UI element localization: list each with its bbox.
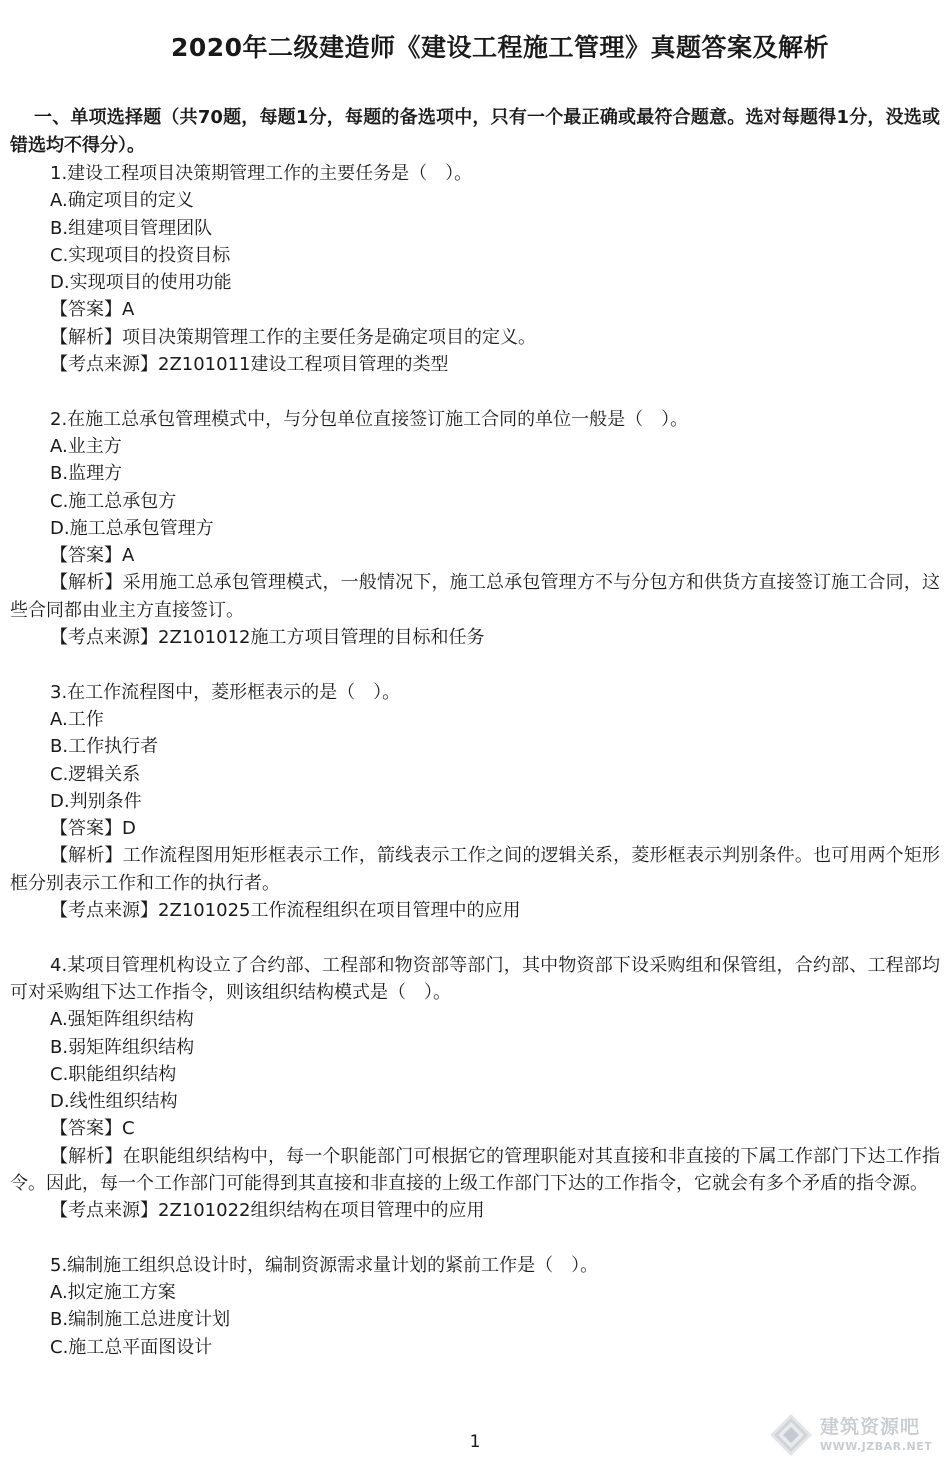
answer-option: C.逻辑关系: [50, 763, 141, 785]
answer-analysis: 【解析】采用施工总承包管理模式，一般情况下，施工总承包管理方不与分包方和供货方直接签订施工合同，这些合同都由业主方直接签订。: [10, 572, 940, 621]
topic-source: 【考点来源】2Z101025工作流程组织在项目管理中的应用: [50, 900, 521, 922]
question-item: [10, 160, 940, 378]
section-heading: 一、单项选择题（共70题，每题1分，每题的备选项中，只有一个最正确或最符合题意。选对每题得1分，没选或错选均不得分）。: [10, 107, 940, 156]
document-title: 2020年二级建造师《建设工程施工管理》真题答案及解析: [170, 33, 830, 62]
answer-key: 【答案】A: [50, 545, 135, 567]
answer-option: C.施工总平面图设计: [50, 1336, 213, 1358]
question-stem: 4.某项目管理机构设立了合约部、工程部和物资部等部门，其中物资部下设采购组和保管组，合约部、工程部均可对采购组下达工作指令，则该组织结构模式是（ ）。: [10, 954, 940, 1003]
answer-option: B.工作执行者: [50, 736, 159, 758]
topic-source: 【考点来源】2Z101012施工方项目管理的目标和任务: [50, 627, 485, 649]
question-stem: 3.在工作流程图中，菱形框表示的是（ ）。: [50, 681, 401, 703]
question-stem: 5.编制施工组织总设计时，编制资源需求量计划的紧前工作是（ ）。: [50, 1254, 599, 1276]
answer-analysis: 【解析】项目决策期管理工作的主要任务是确定项目的定义。: [50, 326, 536, 348]
question-item: [10, 406, 940, 652]
answer-option: A.工作: [50, 708, 104, 730]
answer-option: A.拟定施工方案: [50, 1282, 176, 1304]
page-number: 1: [469, 1432, 481, 1452]
answer-option: D.施工总承包管理方: [50, 517, 214, 539]
answer-option: D.实现项目的使用功能: [50, 272, 232, 294]
question-stem: 1.建设工程项目决策期管理工作的主要任务是（ ）。: [50, 163, 473, 184]
answer-option: A.强矩阵组织结构: [50, 1009, 194, 1031]
answer-analysis: 【解析】工作流程图用矩形框表示工作，箭线表示工作之间的逻辑关系，菱形框表示判别条件。也可用两个矩形框分别表示工作和工作的执行者。: [10, 845, 940, 894]
answer-option: D.线性组织结构: [50, 1091, 178, 1113]
answer-option: A.业主方: [50, 435, 122, 457]
answer-option: B.组建项目管理团队: [50, 217, 213, 239]
question-list: [10, 160, 940, 1388]
question-stem: 2.在施工总承包管理模式中，与分包单位直接签订施工合同的单位一般是（ ）。: [50, 408, 689, 430]
answer-option: A.确定项目的定义: [50, 190, 194, 212]
answer-analysis: 【解析】在职能组织结构中，每一个职能部门可根据它的管理职能对其直接和非直接的下属工作部门下达工作指令。因此，每一个工作部门可能得到其直接和非直接的上级工作部门下达的工作指令，它就会有多个矛盾的指令源。: [10, 1145, 940, 1194]
answer-option: D.判别条件: [50, 790, 142, 812]
watermark: [768, 1408, 946, 1460]
watermark-name: 建筑资源吧: [820, 1416, 921, 1438]
question-item: [10, 1252, 940, 1361]
diamond-logo-icon: [768, 1412, 814, 1458]
question-item: [10, 679, 940, 925]
answer-option: B.编制施工总进度计划: [50, 1309, 231, 1331]
answer-option: B.监理方: [50, 463, 123, 485]
answer-option: C.施工总承包方: [50, 490, 177, 512]
answer-key: 【答案】D: [50, 818, 136, 840]
answer-key: 【答案】C: [50, 1118, 135, 1140]
answer-option: C.职能组织结构: [50, 1063, 177, 1085]
answer-option: B.弱矩阵组织结构: [50, 1036, 195, 1058]
answer-key: 【答案】A: [50, 299, 135, 321]
watermark-url: WWW.JZBAR.NET: [820, 1440, 933, 1453]
question-item: [10, 952, 940, 1225]
topic-source: 【考点来源】2Z101011建设工程项目管理的类型: [50, 354, 449, 376]
topic-source: 【考点来源】2Z101022组织结构在项目管理中的应用: [50, 1200, 485, 1222]
answer-option: C.实现项目的投资目标: [50, 244, 231, 266]
